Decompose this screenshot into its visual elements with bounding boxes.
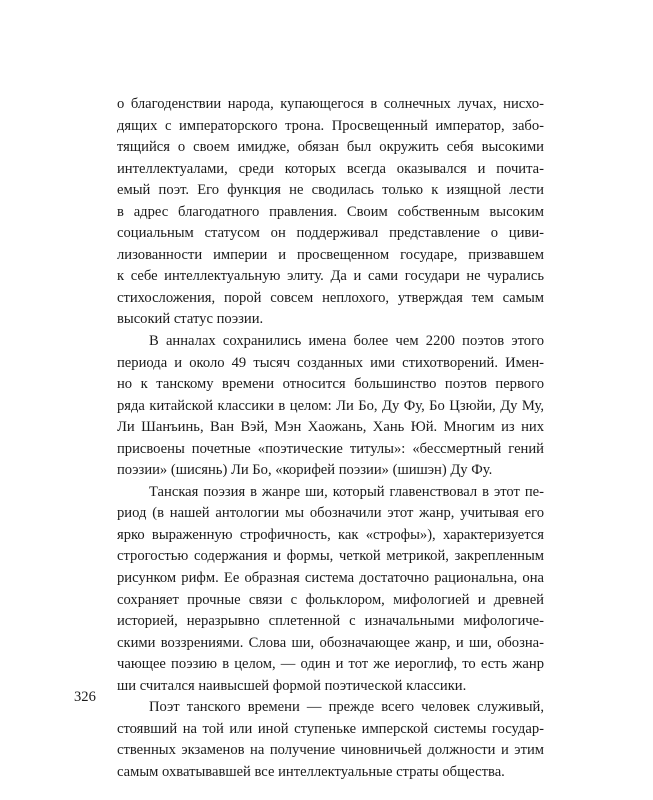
page-number: 326 [74, 689, 96, 705]
text-line: скими воззрениями. Слова ши, обозначающее жанр, и ши, обозна- [117, 634, 544, 651]
text-line: социальным статусом он поддерживал представление о циви- [117, 225, 544, 242]
text-line: тящийся о своем имидже, обязан был окружить себя высокими [117, 139, 544, 156]
text-line: стоявший на той или иной ступеньке имперской системы государ- [117, 720, 544, 737]
text-line: чающее поэзию в целом, — один и тот же иероглиф, то есть жанр [117, 656, 544, 673]
text-line: присвоены почетные «поэтические титулы»: «бессмертный гений [117, 440, 544, 457]
text-line: строгостью содержания и формы, четкой метрикой, закрепленным [117, 548, 544, 565]
text-line: ряда китайской классики в целом: Ли Бо, Ду Фу, Бо Цзюйи, Ду Му, [117, 397, 544, 414]
text-line: Ли Шанъинь, Ван Вэй, Мэн Хаожань, Хань Юй. Многим из них [117, 419, 544, 436]
text-line: высокий статус поэзии. [117, 311, 264, 328]
text-line: интеллектуалами, среди которых всегда оказывался и почита- [117, 160, 544, 177]
paragraph [117, 697, 544, 783]
text-line: самым охватывавшей все интеллектуальные страты общества. [117, 763, 505, 780]
text-line: емый поэт. Его функция не сводилась только к изящной лести [117, 182, 544, 199]
text-line: периода и около 49 тысяч созданных ими стихотворений. Имен- [117, 354, 544, 371]
text-line: но к танскому времени относится большинство поэтов первого [117, 376, 544, 393]
text-line: сохраняет прочные связи с фольклором, мифологией и древней [117, 591, 544, 608]
text-line: риод (в нашей антологии мы обозначили этот жанр, учитывая его [117, 505, 544, 522]
text-line: рисунком рифм. Ее образная система достаточно рациональна, она [117, 570, 544, 587]
text-line: о благоденствии народа, купающегося в солнечных лучах, нисхо- [117, 96, 544, 112]
paragraph [117, 94, 544, 331]
text-line: поэзии» (шисянь) Ли Бо, «корифей поэзии» (шишэн) Ду Фу. [117, 462, 493, 479]
text-line: лизованности империи и просвещенном государе, призвавшем [117, 246, 544, 263]
text-line: дящих с императорского трона. Просвещенный император, забо- [117, 117, 544, 134]
text-line: Танская поэзия в жанре ши, который главенствовал в этот пе- [149, 483, 544, 500]
text-line: ярко выраженную строфичность, как «строфы»), характеризуется [117, 526, 544, 543]
text-line: ши считался наивысшей формой поэтической классики. [117, 677, 467, 694]
text-line: В анналах сохранились имена более чем 2200 поэтов этого [149, 333, 544, 350]
text-line: к себе интеллектуальную элиту. Да и сами государи не чурались [117, 268, 544, 285]
body-text [117, 94, 544, 784]
paragraph [117, 482, 544, 697]
text-line: в адрес благодатного правления. Своим собственным высоким [117, 203, 544, 220]
text-line: Поэт танского времени — прежде всего человек служивый, [149, 699, 544, 716]
paragraph [117, 331, 544, 482]
text-line: стихосложения, порой совсем неплохого, утверждая тем самым [117, 289, 544, 306]
text-line: историей, неразрывно сплетенной с изначальными мифологиче- [117, 613, 544, 630]
text-line: ственных экзаменов на получение чиновничьей должности и этим [117, 742, 544, 759]
